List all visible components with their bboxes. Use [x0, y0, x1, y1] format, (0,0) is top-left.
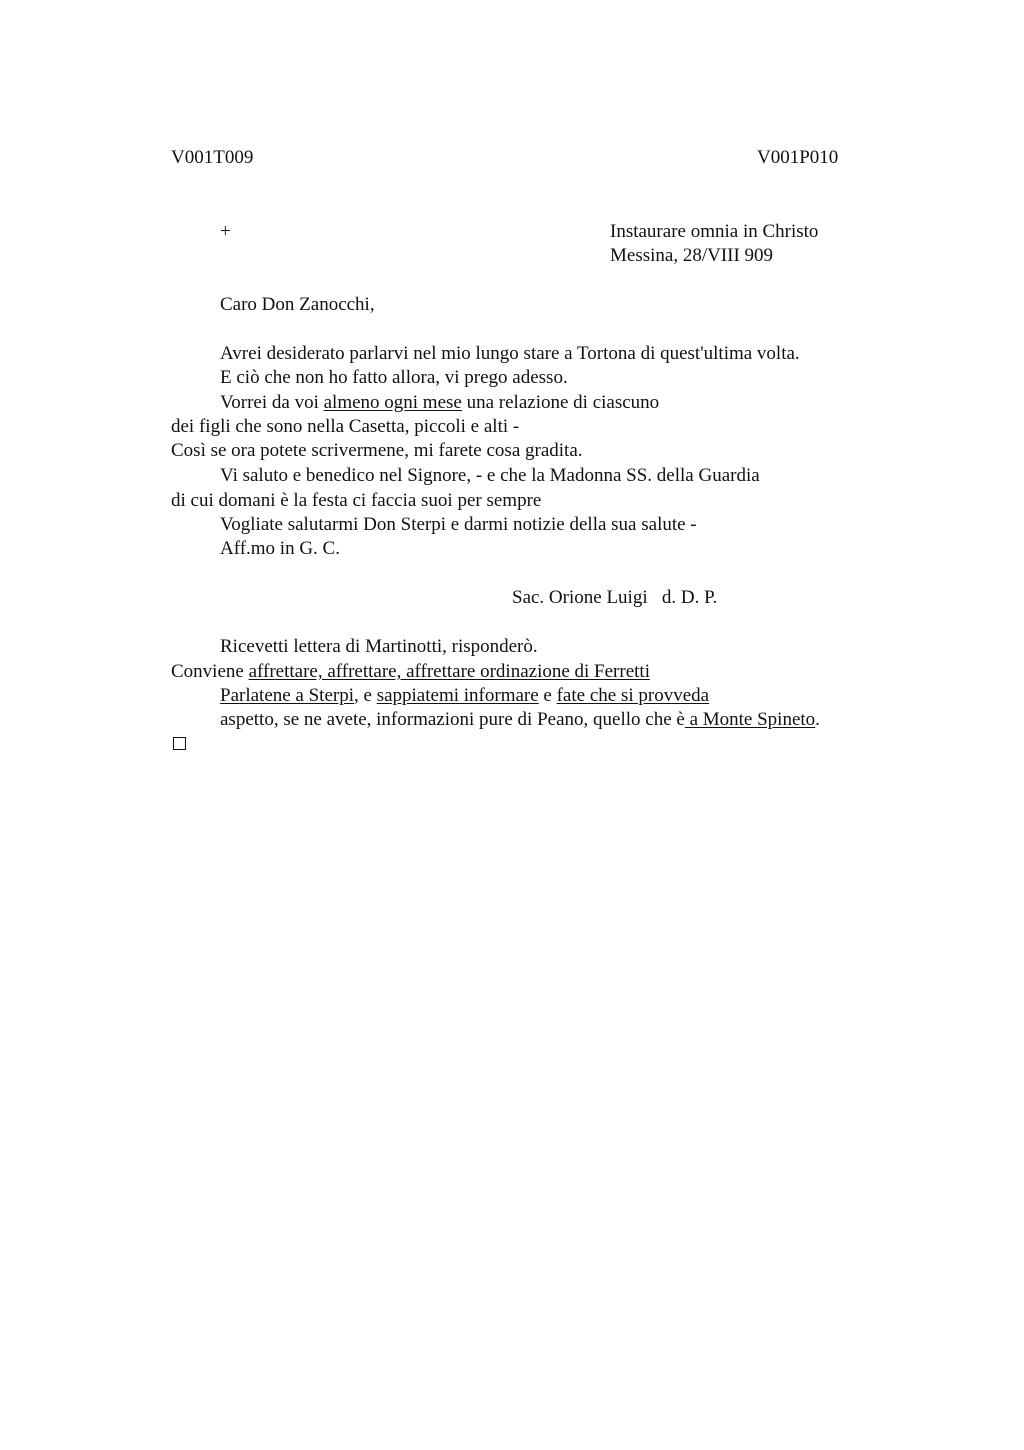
- underlined-phrase: fate che si provveda: [556, 685, 710, 706]
- body-line-2: E ciò che non ho fatto allora, vi prego adesso.: [220, 367, 568, 388]
- postscript-line-2: [171, 661, 650, 683]
- postscript-line-4-end: .: [815, 709, 820, 730]
- right-code: V001P010: [757, 147, 839, 168]
- postscript-line-4: [220, 709, 820, 731]
- body-line-8: Vogliate salutarmi Don Sterpi e darmi notizie della sua salute -: [220, 514, 697, 535]
- postscript-line-4-start: aspetto, se ne avete, informazioni pure di Peano, quello che è: [220, 709, 685, 730]
- body-line-1: Avrei desiderato parlarvi nel mio lungo stare a Tortona di quest'ultima volta.: [220, 343, 800, 364]
- place-date: Messina, 28/VIII 909: [610, 245, 774, 266]
- underlined-phrase: sappiatemi informare: [376, 685, 539, 706]
- body-line-3-start: Vorrei da voi: [220, 392, 324, 413]
- postscript-line-3: [220, 685, 709, 707]
- closing: Aff.mo in G. C.: [220, 538, 340, 559]
- postscript-line-1: Ricevetti lettera di Martinotti, risponderò.: [220, 636, 538, 657]
- body-line-6: Vi saluto e benedico nel Signore, - e che la Madonna SS. della Guardia: [220, 465, 760, 486]
- motto: Instaurare omnia in Christo: [610, 221, 819, 242]
- signature: Sac. Orione Luigi d. D. P.: [512, 587, 718, 608]
- cross-symbol: +: [220, 221, 231, 242]
- salutation: Caro Don Zanocchi,: [220, 294, 375, 315]
- body-line-5: Così se ora potete scrivermene, mi farete cosa gradita.: [171, 440, 583, 461]
- body-line-3: [220, 392, 659, 414]
- underlined-phrase: a Monte Spineto: [684, 709, 816, 730]
- body-line-3-end: una relazione di ciascuno: [461, 392, 660, 413]
- underlined-phrase: Parlatene a Sterpi: [220, 685, 355, 706]
- postscript-line-3-sep-1: , e: [354, 685, 377, 706]
- body-line-7: di cui domani è la festa ci faccia suoi per sempre: [171, 490, 542, 511]
- left-code: V001T009: [171, 147, 254, 168]
- postscript-line-2-start: Conviene: [171, 661, 249, 682]
- underlined-phrase: affrettare, affrettare, affrettare ordinazione di Ferretti: [248, 661, 650, 682]
- body-line-4: dei figli che sono nella Casetta, piccoli e alti -: [171, 416, 520, 437]
- postscript-line-3-sep-2: e: [538, 685, 557, 706]
- empty-box-icon: [173, 737, 186, 750]
- underlined-phrase: almeno ogni mese: [323, 392, 462, 413]
